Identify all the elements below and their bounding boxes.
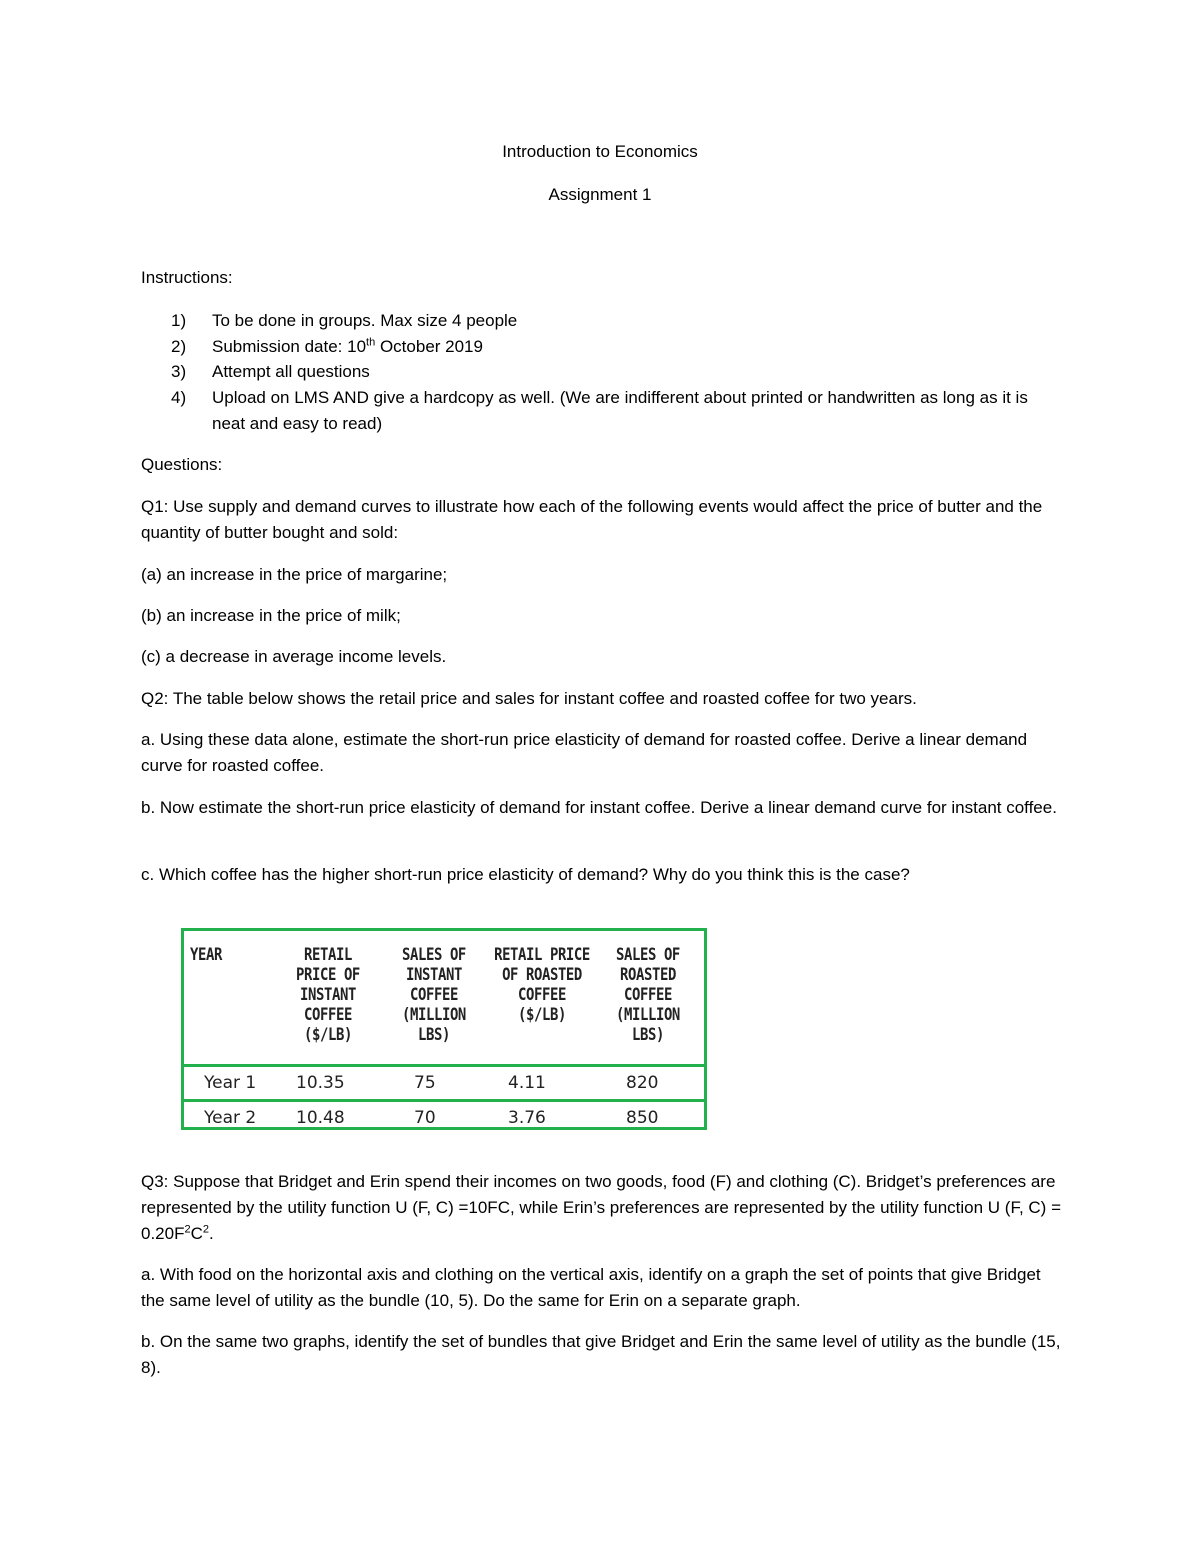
- questions-heading: Questions:: [141, 455, 223, 474]
- instruction-number: 1): [171, 311, 187, 330]
- q3-part-b: b. On the same two graphs, identify the set of bundles that give Bridget and Erin the same level of utility as the bundle (15, 8).: [141, 1332, 1061, 1377]
- table-row: [184, 1099, 704, 1134]
- instruction-number: 2): [171, 337, 187, 356]
- q2-part-b: b. Now estimate the short-run price elasticity of demand for instant coffee. Derive a linear demand curve for instant coffee.: [141, 798, 1057, 817]
- table-header-cell: RETAIL PRICE OF ROASTED COFFEE ($/LB): [494, 945, 590, 1025]
- q2-part-c: c. Which coffee has the higher short-run price elasticity of demand? Why do you think this is the case?: [141, 865, 910, 884]
- q1-text: Q1: Use supply and demand curves to illustrate how each of the following events would affect the price of butter and the quantity of butter bought and sold:: [141, 497, 1043, 542]
- q2-part-a: a. Using these data alone, estimate the short-run price elasticity of demand for roasted coffee. Derive a linear demand curve for roasted coffee.: [141, 730, 1028, 775]
- q1-part-c: (c) a decrease in average income levels.: [141, 647, 447, 666]
- instruction-item: [171, 308, 1051, 334]
- instruction-item: [171, 334, 1051, 360]
- instructions-heading: Instructions:: [141, 268, 233, 287]
- instruction-text: Submission date: 10th October 2019: [212, 336, 483, 356]
- table-header-cell: SALES OF ROASTED COFFEE (MILLION LBS): [616, 945, 680, 1045]
- instruction-number: 4): [171, 388, 187, 407]
- table-cell: 4.11: [508, 1073, 546, 1093]
- table-row: [184, 1064, 704, 1099]
- table-cell: Year 1: [204, 1073, 257, 1093]
- table-header-cell: RETAIL PRICE OF INSTANT COFFEE ($/LB): [296, 945, 360, 1045]
- table-cell: Year 2: [204, 1108, 257, 1128]
- instruction-number: 3): [171, 362, 187, 381]
- table-cell: 850: [626, 1108, 659, 1128]
- table-header: [184, 931, 704, 1067]
- document-subtitle: Assignment 1: [548, 185, 652, 204]
- instruction-item: [171, 359, 1051, 385]
- table-header-cell: SALES OF INSTANT COFFEE (MILLION LBS): [402, 945, 466, 1045]
- table-header-cell: YEAR: [190, 945, 222, 965]
- table-cell: 3.76: [508, 1108, 546, 1128]
- q2-text: Q2: The table below shows the retail price and sales for instant coffee and roasted coffee for two years.: [141, 689, 917, 708]
- q1-part-b: (b) an increase in the price of milk;: [141, 606, 401, 625]
- table-cell: 70: [414, 1108, 436, 1128]
- instruction-text: Attempt all questions: [212, 362, 370, 381]
- table-cell: 10.48: [296, 1108, 345, 1128]
- instruction-text: To be done in groups. Max size 4 people: [212, 311, 518, 330]
- q3-part-a: a. With food on the horizontal axis and clothing on the vertical axis, identify on a graph the set of points that give Bridget the same level of utility as the bundle (10, 5). Do the same for Erin on a separate graph.: [141, 1265, 1041, 1310]
- instruction-item: [171, 385, 1051, 437]
- table-cell: 10.35: [296, 1073, 345, 1093]
- instruction-text: Upload on LMS AND give a hardcopy as well. (We are indifferent about printed or handwritten as long as it is neat and easy to read): [212, 388, 1028, 433]
- coffee-data-table: [181, 928, 707, 1130]
- document-title: Introduction to Economics: [502, 142, 698, 161]
- table-cell: 75: [414, 1073, 436, 1093]
- q1-part-a: (a) an increase in the price of margarine;: [141, 565, 448, 584]
- table-cell: 820: [626, 1073, 659, 1093]
- q3-text: Q3: Suppose that Bridget and Erin spend their incomes on two goods, food (F) and clothing (C). Bridget’s preferences are represented by the utility function U (F, C) =10FC, while Erin’s preferences are represented by the utility function U (F, $C) = 0.20F^2C^2$.: [141, 1172, 1061, 1243]
